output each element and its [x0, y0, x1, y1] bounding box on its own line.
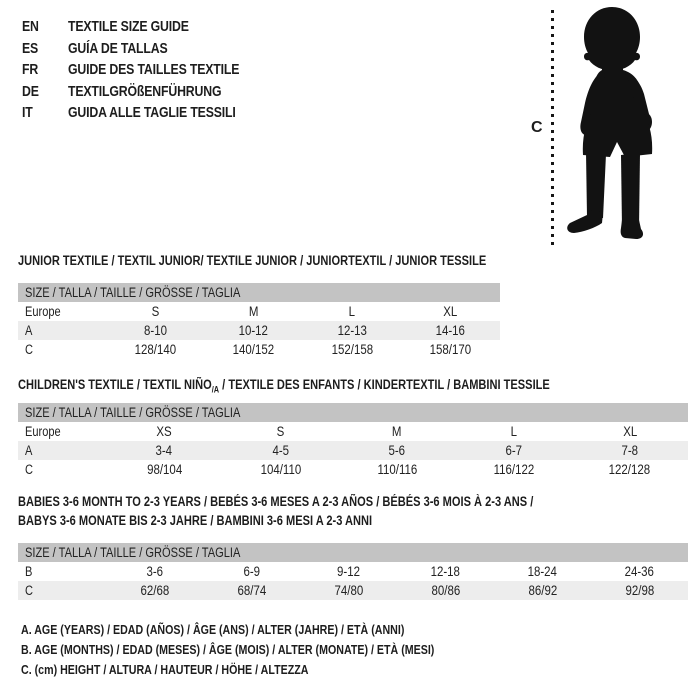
legend-line-a: A. AGE (YEARS) / EDAD (AÑOS) / ÂGE (ANS) / ALTER (JAHRE) / ETÀ (ANNI) [21, 622, 405, 637]
table-row-babies-months [18, 562, 688, 581]
language-title-list [22, 16, 277, 124]
guide-title-en: TEXTILE SIZE GUIDE [68, 18, 189, 36]
table-cell: 152/158 [331, 342, 373, 357]
table-cell: 62/68 [140, 583, 169, 598]
table-cell: XL [622, 424, 637, 439]
table-cell: XL [443, 304, 458, 319]
row-label: C [25, 342, 33, 357]
table-cell: M [248, 304, 259, 319]
guide-title-de: TEXTILGRÖßENFÜHRUNG [68, 82, 222, 100]
size-header-band: SIZE / TALLA / TAILLE / GRÖSSE / TAGLIA [18, 403, 688, 422]
guide-title-fr: GUIDE DES TAILLES TEXTILE [68, 61, 240, 79]
language-code: DE [22, 82, 39, 100]
guide-title-es: GUÍA DE TALLAS [68, 39, 168, 57]
table-cell: 14-16 [436, 323, 466, 338]
height-measure-dotted-line [551, 10, 554, 247]
table-cell: 68/74 [237, 583, 266, 598]
guide-title-it: GUIDA ALLE TAGLIE TESSILI [68, 104, 236, 122]
table-cell: L [349, 304, 356, 319]
row-label: B [25, 564, 33, 579]
table-cell: 158/170 [430, 342, 472, 357]
row-label: Europe [25, 424, 61, 439]
row-label: C [25, 462, 33, 477]
language-row-fr [22, 59, 277, 81]
table-cell: 4-5 [272, 443, 289, 458]
section-title-babies: BABIES 3-6 MONTH TO 2-3 YEARS / BEBÉS 3-6 MESES A 2-3 AÑOS / BÉBÉS 3-6 MOIS À 2-3 ANS / BABYS 3-6 MONATE BIS 2-3 JAHRE / BAMBINI 3-6 MESI A 2-3 ANNI [18, 494, 534, 528]
section-title-junior: JUNIOR TEXTILE / TEXTIL JUNIOR/ TEXTILE JUNIOR / JUNIORTEXTIL / JUNIOR TESSILE [18, 253, 487, 268]
table-row-children-age [18, 441, 688, 460]
table-cell: 116/122 [493, 462, 534, 477]
table-cell: 110/116 [377, 462, 417, 477]
language-code: FR [22, 61, 39, 79]
table-cell: XS [156, 424, 172, 439]
measure-legend [21, 620, 525, 680]
table-cell: 3-6 [146, 564, 163, 579]
table-cell: 80/86 [431, 583, 460, 598]
language-row-de [22, 81, 277, 103]
row-label: C [25, 583, 33, 598]
size-header-band: SIZE / TALLA / TAILLE / GRÖSSE / TAGLIA [18, 543, 688, 562]
size-header-band: SIZE / TALLA / TAILLE / GRÖSSE / TAGLIA [18, 283, 500, 302]
table-cell: 7-8 [621, 443, 639, 458]
table-cell: 18-24 [527, 564, 558, 579]
row-label: Europe [25, 304, 61, 319]
row-label: A [25, 443, 33, 458]
legend-line-b: B. AGE (MONTHS) / EDAD (MESES) / ÂGE (MOIS) / ALTER (MONATE) / ETÀ (MESI) [21, 642, 435, 657]
table-cell: M [392, 424, 402, 439]
table-row-children-sizes [18, 422, 688, 441]
table-cell: 128/140 [134, 342, 176, 357]
table-cell: 12-13 [337, 323, 367, 338]
language-code: EN [22, 18, 39, 36]
language-code: IT [22, 104, 33, 122]
table-cell: S [276, 424, 285, 439]
table-cell: 92/98 [625, 583, 654, 598]
table-cell: 5-6 [388, 443, 406, 458]
table-cell: 86/92 [528, 583, 557, 598]
language-code: ES [22, 39, 39, 57]
table-cell: 74/80 [334, 583, 363, 598]
table-cell: 8-10 [143, 323, 167, 338]
table-cell: 10-12 [239, 323, 269, 338]
table-cell: 122/128 [609, 462, 651, 477]
row-label: A [25, 323, 33, 338]
table-cell: L [510, 424, 517, 439]
table-row-junior-sizes [18, 302, 500, 321]
language-row-it [22, 102, 277, 124]
table-cell: 6-9 [243, 564, 260, 579]
legend-line-c: C. (cm) HEIGHT / ALTURA / HAUTEUR / HÖHE / ALTEZZA [21, 662, 309, 677]
table-cell: 104/110 [260, 462, 301, 477]
toddler-silhouette-image [561, 6, 666, 246]
table-cell: 98/104 [146, 462, 182, 477]
table-row-children-height [18, 460, 688, 479]
table-row-junior-height [18, 340, 500, 359]
measure-c-label: C [531, 119, 543, 136]
section-title-children: CHILDREN'S TEXTILE / TEXTIL $NIÑO_{/A}$ / TEXTILE DES ENFANTS / KINDERTEXTIL / BAMBINI TESSILE [18, 377, 550, 395]
language-row-es [22, 38, 277, 60]
table-cell: 24-36 [624, 564, 655, 579]
table-cell: 6-7 [505, 443, 522, 458]
table-row-junior-age [18, 321, 500, 340]
table-cell: 9-12 [337, 564, 360, 579]
table-cell: S [151, 304, 160, 319]
table-cell: 140/152 [233, 342, 275, 357]
table-row-babies-height [18, 581, 688, 600]
nino-a-subscript: /A [211, 384, 220, 395]
table-cell: 3-4 [155, 443, 173, 458]
table-cell: 12-18 [430, 564, 461, 579]
language-row-en [22, 16, 277, 38]
